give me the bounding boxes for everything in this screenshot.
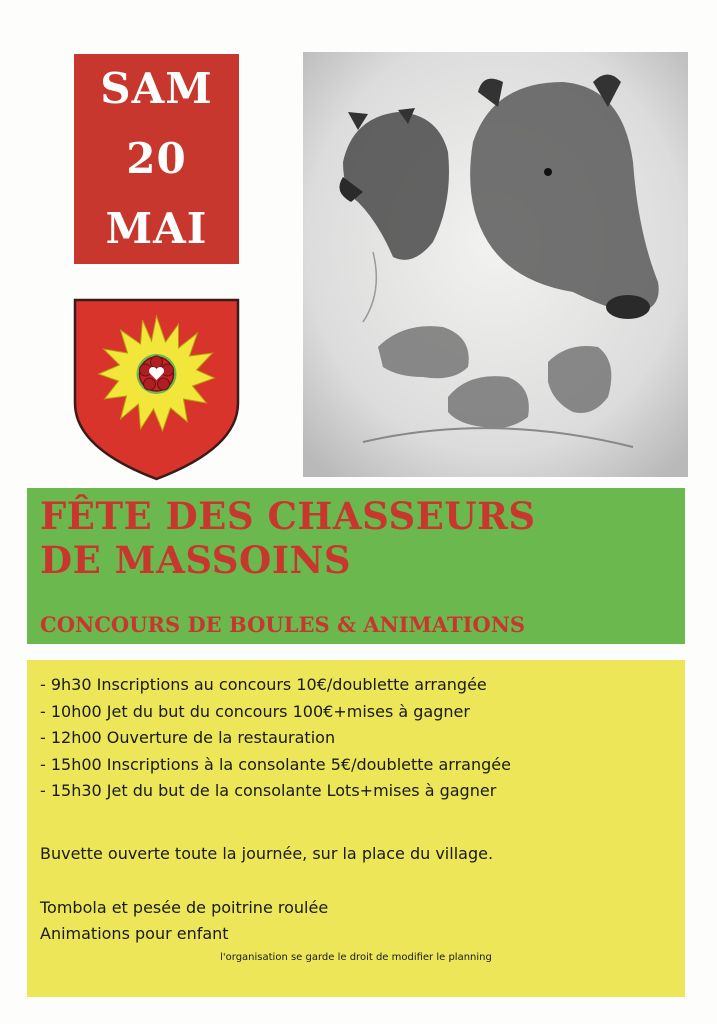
- schedule-item: - 12h00 Ouverture de la restauration: [40, 728, 336, 747]
- schedule-item: - 10h00 Jet du but du concours 100€+mises à gagner: [40, 701, 470, 721]
- date-day-number: 20: [126, 134, 187, 183]
- tombola-info: Tombola et pesée de poitrine roulée: [40, 898, 329, 917]
- schedule-box: [27, 660, 685, 997]
- disclaimer: l'organisation se garde le droit de modifier le planning: [220, 952, 492, 963]
- wild-boar-drawing: [303, 52, 688, 477]
- title-banner: [27, 488, 685, 644]
- schedule-list: [40, 672, 511, 805]
- schedule-item: - 9h30 Inscriptions au concours 10€/doublette arrangée: [40, 675, 487, 694]
- animations-info: Animations pour enfant: [40, 924, 229, 943]
- date-month: MAI: [105, 204, 208, 253]
- title-line-2: DE MASSOINS: [40, 538, 352, 582]
- schedule-item: - 15h00 Inscriptions à la consolante 5€/doublette arrangée: [40, 754, 511, 774]
- shield-icon: [73, 298, 240, 481]
- buvette-info: Buvette ouverte toute la journée, sur la place du village.: [40, 844, 494, 863]
- subtitle: CONCOURS DE BOULES & ANIMATIONS: [40, 612, 526, 637]
- date-day-name: SAM: [100, 64, 213, 113]
- schedule-item: - 15h30 Jet du but de la consolante Lots+mises à gagner: [40, 781, 497, 800]
- date-box: [74, 54, 239, 264]
- title-line-1: FÊTE DES CHASSEURS: [40, 494, 536, 538]
